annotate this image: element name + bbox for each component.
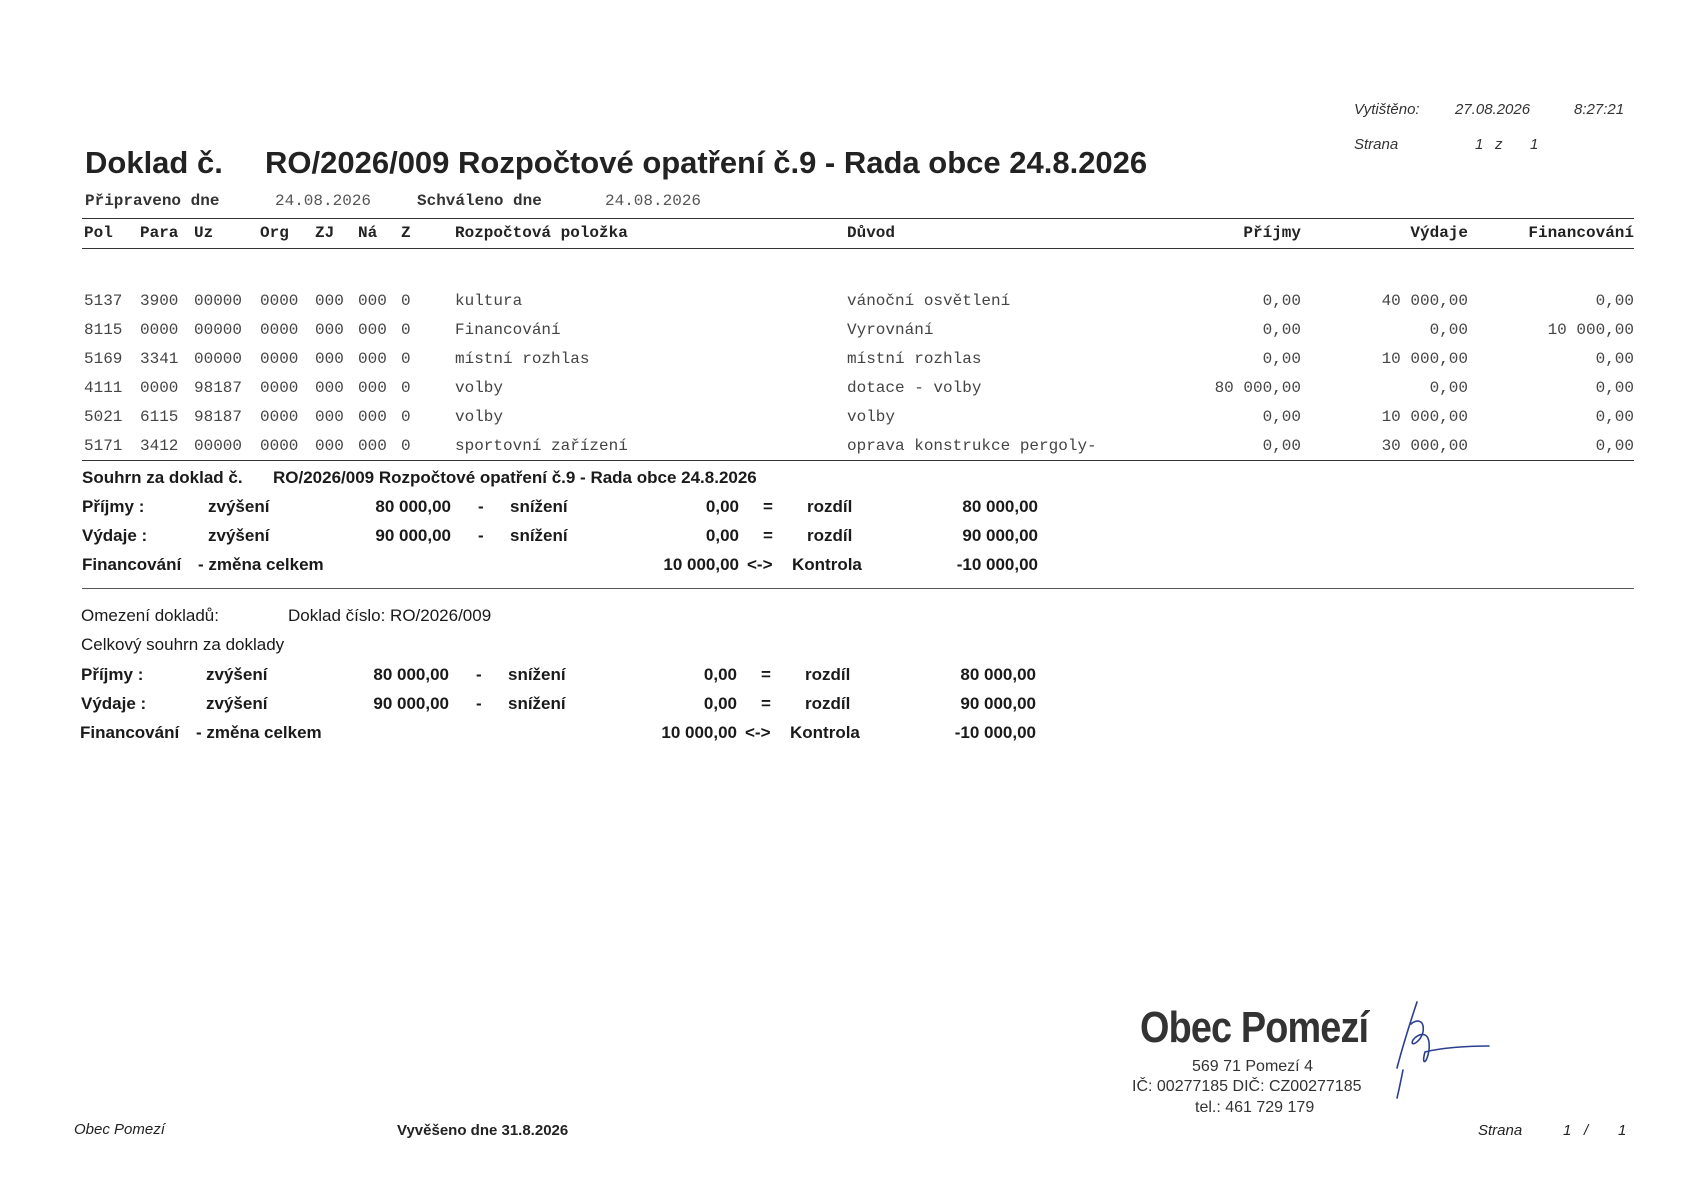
row-6-uz: 00000 bbox=[194, 437, 243, 455]
row-1-z: 0 bbox=[401, 292, 411, 310]
row-2-z: 0 bbox=[401, 321, 411, 339]
row-5-na: 000 bbox=[358, 408, 387, 426]
footer-org: Obec Pomezí bbox=[74, 1121, 165, 1138]
row-1-na: 000 bbox=[358, 292, 387, 310]
summary-rule bbox=[82, 588, 1634, 589]
footer-page-num: 1 bbox=[1563, 1122, 1572, 1139]
approved-label: Schváleno dne bbox=[417, 192, 542, 210]
row-6-para: 3412 bbox=[140, 437, 179, 455]
summary-prijmy-equals: = bbox=[763, 497, 773, 516]
row-3-na: 000 bbox=[358, 350, 387, 368]
col-vydaje: Výdaje bbox=[1410, 224, 1468, 242]
row-4-z: 0 bbox=[401, 379, 411, 397]
row-5-financovani: 0,00 bbox=[1595, 408, 1634, 426]
totals-prijmy-label: Příjmy : bbox=[81, 665, 144, 684]
totals-vydaje-decrease: 0,00 bbox=[703, 694, 737, 713]
prepared-label: Připraveno dne bbox=[85, 192, 220, 210]
totals-fin-value: 10 000,00 bbox=[661, 723, 737, 742]
row-3-vydaje: 10 000,00 bbox=[1381, 350, 1468, 368]
row-3-prijmy: 0,00 bbox=[1262, 350, 1301, 368]
totals-control-label: Kontrola bbox=[790, 723, 860, 742]
row-6-pol: 5171 bbox=[84, 437, 123, 455]
summary-heading-doc: RO/2026/009 Rozpočtové opatření č.9 - Rada obce 24.8.2026 bbox=[273, 468, 757, 487]
totals-prijmy-diff: 80 000,00 bbox=[960, 665, 1036, 684]
row-4-na: 000 bbox=[358, 379, 387, 397]
header-rule-bottom bbox=[82, 248, 1634, 249]
header-page-label: Strana bbox=[1354, 136, 1399, 153]
col-uz: Uz bbox=[194, 224, 214, 242]
approved-date: 24.08.2026 bbox=[605, 192, 702, 210]
row-6-org: 0000 bbox=[260, 437, 299, 455]
row-2-para: 0000 bbox=[140, 321, 179, 339]
totals-vydaje-decrease-label: snížení bbox=[508, 694, 566, 713]
row-4-org: 0000 bbox=[260, 379, 299, 397]
row-4-pol: 4111 bbox=[84, 379, 123, 397]
row-2-reason: Vyrovnání bbox=[847, 321, 934, 339]
summary-prijmy-increase: 80 000,00 bbox=[375, 497, 451, 516]
summary-prijmy-decrease-label: snížení bbox=[510, 497, 568, 516]
doc-label: Doklad č. bbox=[85, 145, 223, 180]
footer-page-label: Strana bbox=[1478, 1122, 1523, 1139]
totals-vydaje-minus: - bbox=[476, 694, 482, 713]
stamp-address: 569 71 Pomezí 4 bbox=[1192, 1058, 1313, 1075]
row-2-zj: 000 bbox=[315, 321, 344, 339]
row-6-prijmy: 0,00 bbox=[1262, 437, 1301, 455]
summary-heading: Souhrn za doklad č. bbox=[82, 468, 243, 487]
col-zj: ZJ bbox=[315, 224, 335, 242]
summary-vydaje-increase-label: zvýšení bbox=[208, 526, 270, 545]
row-1-vydaje: 40 000,00 bbox=[1381, 292, 1468, 310]
totals-vydaje-label: Výdaje : bbox=[81, 694, 147, 713]
summary-control-value: -10 000,00 bbox=[956, 555, 1038, 574]
row-3-z: 0 bbox=[401, 350, 411, 368]
row-1-prijmy: 0,00 bbox=[1262, 292, 1301, 310]
summary-vydaje-minus: - bbox=[478, 526, 484, 545]
row-6-z: 0 bbox=[401, 437, 411, 455]
header-page-num: 1 bbox=[1475, 136, 1484, 153]
printed-label: Vytištěno: bbox=[1354, 101, 1420, 118]
row-6-item: sportovní zařízení bbox=[455, 437, 628, 455]
totals-prijmy-equals: = bbox=[761, 665, 771, 684]
totals-prijmy-decrease-label: snížení bbox=[508, 665, 566, 684]
page-title: RO/2026/009 Rozpočtové opatření č.9 - Rada obce 24.8.2026 bbox=[265, 145, 1148, 180]
row-5-uz: 98187 bbox=[194, 408, 243, 426]
row-6-zj: 000 bbox=[315, 437, 344, 455]
summary-vydaje-equals: = bbox=[763, 526, 773, 545]
signature bbox=[1385, 990, 1495, 1100]
summary-control-label: Kontrola bbox=[792, 555, 862, 574]
col-item: Rozpočtová položka bbox=[455, 224, 628, 242]
footer-page-sep: / bbox=[1584, 1122, 1589, 1139]
row-5-item: volby bbox=[455, 408, 504, 426]
totals-vydaje-diff: 90 000,00 bbox=[960, 694, 1036, 713]
row-3-reason: místní rozhlas bbox=[847, 350, 982, 368]
totals-vydaje-increase: 90 000,00 bbox=[373, 694, 449, 713]
row-6-na: 000 bbox=[358, 437, 387, 455]
totals-heading: Celkový souhrn za doklady bbox=[81, 635, 285, 654]
summary-fin-value: 10 000,00 bbox=[663, 555, 739, 574]
summary-fin-arrow: <-> bbox=[747, 555, 773, 574]
col-financovani: Financování bbox=[1528, 224, 1634, 242]
row-2-vydaje: 0,00 bbox=[1429, 321, 1468, 339]
stamp-ids: IČ: 00277185 DIČ: CZ00277185 bbox=[1132, 1078, 1362, 1095]
row-5-reason: volby bbox=[847, 408, 896, 426]
printed-time: 8:27:21 bbox=[1574, 101, 1625, 118]
footer-posted: Vyvěšeno dne 31.8.2026 bbox=[397, 1122, 569, 1139]
summary-prijmy-decrease: 0,00 bbox=[705, 497, 739, 516]
table-bottom-rule bbox=[82, 460, 1634, 461]
stamp-name: Obec Pomezí bbox=[1140, 1003, 1369, 1052]
totals-prijmy-diff-label: rozdíl bbox=[805, 665, 851, 684]
row-1-financovani: 0,00 bbox=[1595, 292, 1634, 310]
summary-vydaje-diff-label: rozdíl bbox=[807, 526, 853, 545]
row-2-prijmy: 0,00 bbox=[1262, 321, 1301, 339]
row-1-reason: vánoční osvětlení bbox=[847, 292, 1011, 310]
stamp-phone: tel.: 461 729 179 bbox=[1195, 1099, 1315, 1116]
restriction-label: Omezení dokladů: bbox=[81, 606, 219, 625]
summary-prijmy-diff: 80 000,00 bbox=[962, 497, 1038, 516]
row-5-prijmy: 0,00 bbox=[1262, 408, 1301, 426]
summary-vydaje-label: Výdaje : bbox=[82, 526, 148, 545]
row-4-vydaje: 0,00 bbox=[1429, 379, 1468, 397]
totals-prijmy-increase-label: zvýšení bbox=[206, 665, 268, 684]
totals-prijmy-minus: - bbox=[476, 665, 482, 684]
col-org: Org bbox=[260, 224, 289, 242]
summary-prijmy-minus: - bbox=[478, 497, 484, 516]
row-3-zj: 000 bbox=[315, 350, 344, 368]
prepared-date: 24.08.2026 bbox=[275, 192, 372, 210]
col-na: Ná bbox=[358, 224, 378, 242]
totals-fin-label: Financování bbox=[80, 723, 180, 742]
col-prijmy: Příjmy bbox=[1243, 224, 1301, 242]
row-5-vydaje: 10 000,00 bbox=[1381, 408, 1468, 426]
col-z: Z bbox=[401, 224, 411, 242]
row-1-pol: 5137 bbox=[84, 292, 123, 310]
row-1-uz: 00000 bbox=[194, 292, 243, 310]
row-5-pol: 5021 bbox=[84, 408, 123, 426]
row-3-para: 3341 bbox=[140, 350, 179, 368]
summary-prijmy-diff-label: rozdíl bbox=[807, 497, 853, 516]
header-rule-top bbox=[82, 218, 1634, 219]
row-1-org: 0000 bbox=[260, 292, 299, 310]
summary-vydaje-diff: 90 000,00 bbox=[962, 526, 1038, 545]
row-1-para: 3900 bbox=[140, 292, 179, 310]
col-reason: Důvod bbox=[847, 224, 896, 242]
row-6-financovani: 0,00 bbox=[1595, 437, 1634, 455]
row-4-item: volby bbox=[455, 379, 504, 397]
totals-prijmy-increase: 80 000,00 bbox=[373, 665, 449, 684]
totals-prijmy-decrease: 0,00 bbox=[703, 665, 737, 684]
row-1-item: kultura bbox=[455, 292, 523, 310]
row-5-zj: 000 bbox=[315, 408, 344, 426]
row-2-org: 0000 bbox=[260, 321, 299, 339]
row-1-zj: 000 bbox=[315, 292, 344, 310]
totals-fin-change-label: - změna celkem bbox=[196, 723, 322, 742]
header-page-total: 1 bbox=[1530, 136, 1539, 153]
row-3-item: místní rozhlas bbox=[455, 350, 590, 368]
row-5-z: 0 bbox=[401, 408, 411, 426]
restriction-value: Doklad číslo: RO/2026/009 bbox=[288, 606, 492, 625]
row-2-item: Financování bbox=[455, 321, 561, 339]
header-page-of: z bbox=[1495, 136, 1503, 153]
row-4-uz: 98187 bbox=[194, 379, 243, 397]
row-4-zj: 000 bbox=[315, 379, 344, 397]
row-3-financovani: 0,00 bbox=[1595, 350, 1634, 368]
totals-vydaje-equals: = bbox=[761, 694, 771, 713]
row-2-na: 000 bbox=[358, 321, 387, 339]
row-3-uz: 00000 bbox=[194, 350, 243, 368]
printed-date: 27.08.2026 bbox=[1455, 101, 1531, 118]
totals-control-value: -10 000,00 bbox=[954, 723, 1036, 742]
summary-prijmy-label: Příjmy : bbox=[82, 497, 145, 516]
row-2-pol: 8115 bbox=[84, 321, 123, 339]
summary-fin-label: Financování bbox=[82, 555, 182, 574]
row-4-para: 0000 bbox=[140, 379, 179, 397]
totals-vydaje-increase-label: zvýšení bbox=[206, 694, 268, 713]
row-6-vydaje: 30 000,00 bbox=[1381, 437, 1468, 455]
summary-vydaje-increase: 90 000,00 bbox=[375, 526, 451, 545]
row-5-org: 0000 bbox=[260, 408, 299, 426]
totals-fin-arrow: <-> bbox=[745, 723, 771, 742]
row-4-prijmy: 80 000,00 bbox=[1214, 379, 1301, 397]
summary-prijmy-increase-label: zvýšení bbox=[208, 497, 270, 516]
row-5-para: 6115 bbox=[140, 408, 179, 426]
row-6-reason: oprava konstrukce pergoly- bbox=[847, 437, 1097, 455]
summary-vydaje-decrease: 0,00 bbox=[705, 526, 739, 545]
row-2-financovani: 10 000,00 bbox=[1547, 321, 1634, 339]
col-pol: Pol bbox=[84, 224, 113, 242]
row-4-reason: dotace - volby bbox=[847, 379, 982, 397]
footer-page-total: 1 bbox=[1618, 1122, 1627, 1139]
row-3-org: 0000 bbox=[260, 350, 299, 368]
row-4-financovani: 0,00 bbox=[1595, 379, 1634, 397]
col-para: Para bbox=[140, 224, 179, 242]
summary-fin-change-label: - změna celkem bbox=[198, 555, 324, 574]
summary-vydaje-decrease-label: snížení bbox=[510, 526, 568, 545]
row-3-pol: 5169 bbox=[84, 350, 123, 368]
row-2-uz: 00000 bbox=[194, 321, 243, 339]
totals-vydaje-diff-label: rozdíl bbox=[805, 694, 851, 713]
